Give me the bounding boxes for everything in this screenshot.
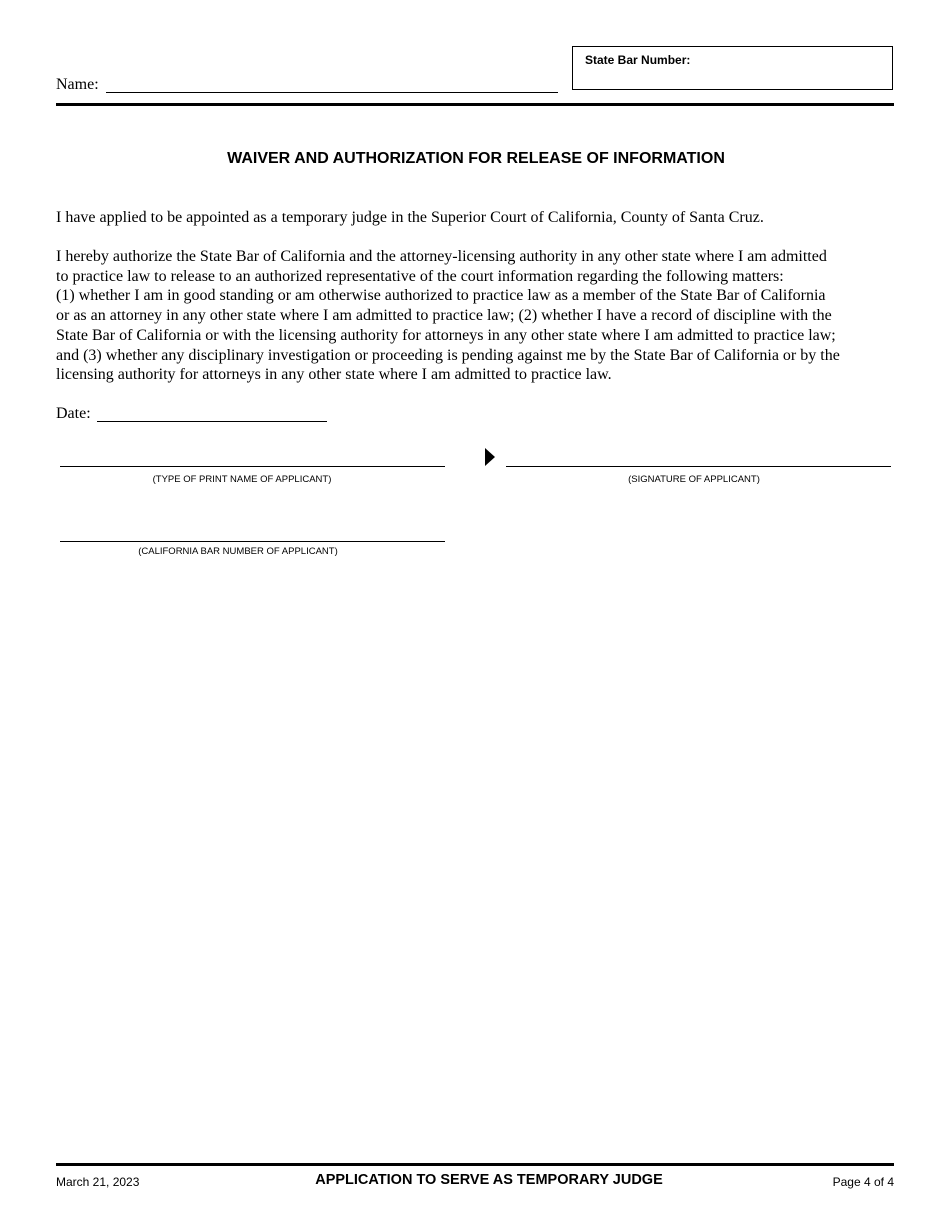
- intro-paragraph: I have applied to be appointed as a temporary judge in the Superior Court of California, County of Santa Cruz.: [56, 209, 764, 226]
- print-name-caption: (TYPE OF PRINT NAME OF APPLICANT): [152, 474, 332, 485]
- signature-caption: (SIGNATURE OF APPLICANT): [628, 474, 760, 485]
- name-field[interactable]: [106, 92, 558, 93]
- footer-page-number: Page 4 of 4: [832, 1175, 894, 1189]
- authorization-line: licensing authority for attorneys in any other state where I am admitted to practice law.: [56, 366, 612, 384]
- signature-field[interactable]: [506, 466, 891, 467]
- state-bar-number-label: State Bar Number:: [585, 53, 691, 67]
- footer-divider: [56, 1163, 894, 1166]
- bar-number-caption: (CALIFORNIA BAR NUMBER OF APPLICANT): [138, 546, 338, 557]
- header-divider: [56, 103, 894, 106]
- print-name-field[interactable]: [60, 466, 445, 467]
- footer-form-title: APPLICATION TO SERVE AS TEMPORARY JUDGE: [315, 1172, 663, 1188]
- authorization-line: (1) whether I am in good standing or am otherwise authorized to practice law as a member of the State Bar of California: [56, 287, 826, 305]
- bar-number-field[interactable]: [60, 541, 445, 542]
- authorization-line: to practice law to release to an authorized representative of the court information regarding the following matters:: [56, 267, 784, 285]
- authorization-line: or as an attorney in any other state where I am admitted to practice law; (2) whether I have a record of discipline with the: [56, 307, 832, 325]
- date-label: Date:: [56, 405, 91, 422]
- authorization-line: I hereby authorize the State Bar of California and the attorney-licensing authority in any other state where I am admitted: [56, 248, 827, 265]
- authorization-line: State Bar of California or with the licensing authority for attorneys in any other state where I am admitted to practice law;: [56, 326, 836, 344]
- authorization-line: and (3) whether any disciplinary investigation or proceeding is pending against me by the State Bar of California or by the: [56, 346, 840, 364]
- name-label: Name:: [56, 76, 99, 93]
- sign-here-arrow-icon: [485, 448, 495, 466]
- footer-date: March 21, 2023: [56, 1175, 140, 1189]
- date-field[interactable]: [97, 421, 327, 422]
- page-title: WAIVER AND AUTHORIZATION FOR RELEASE OF INFORMATION: [227, 150, 725, 167]
- authorization-paragraph: [56, 247, 896, 385]
